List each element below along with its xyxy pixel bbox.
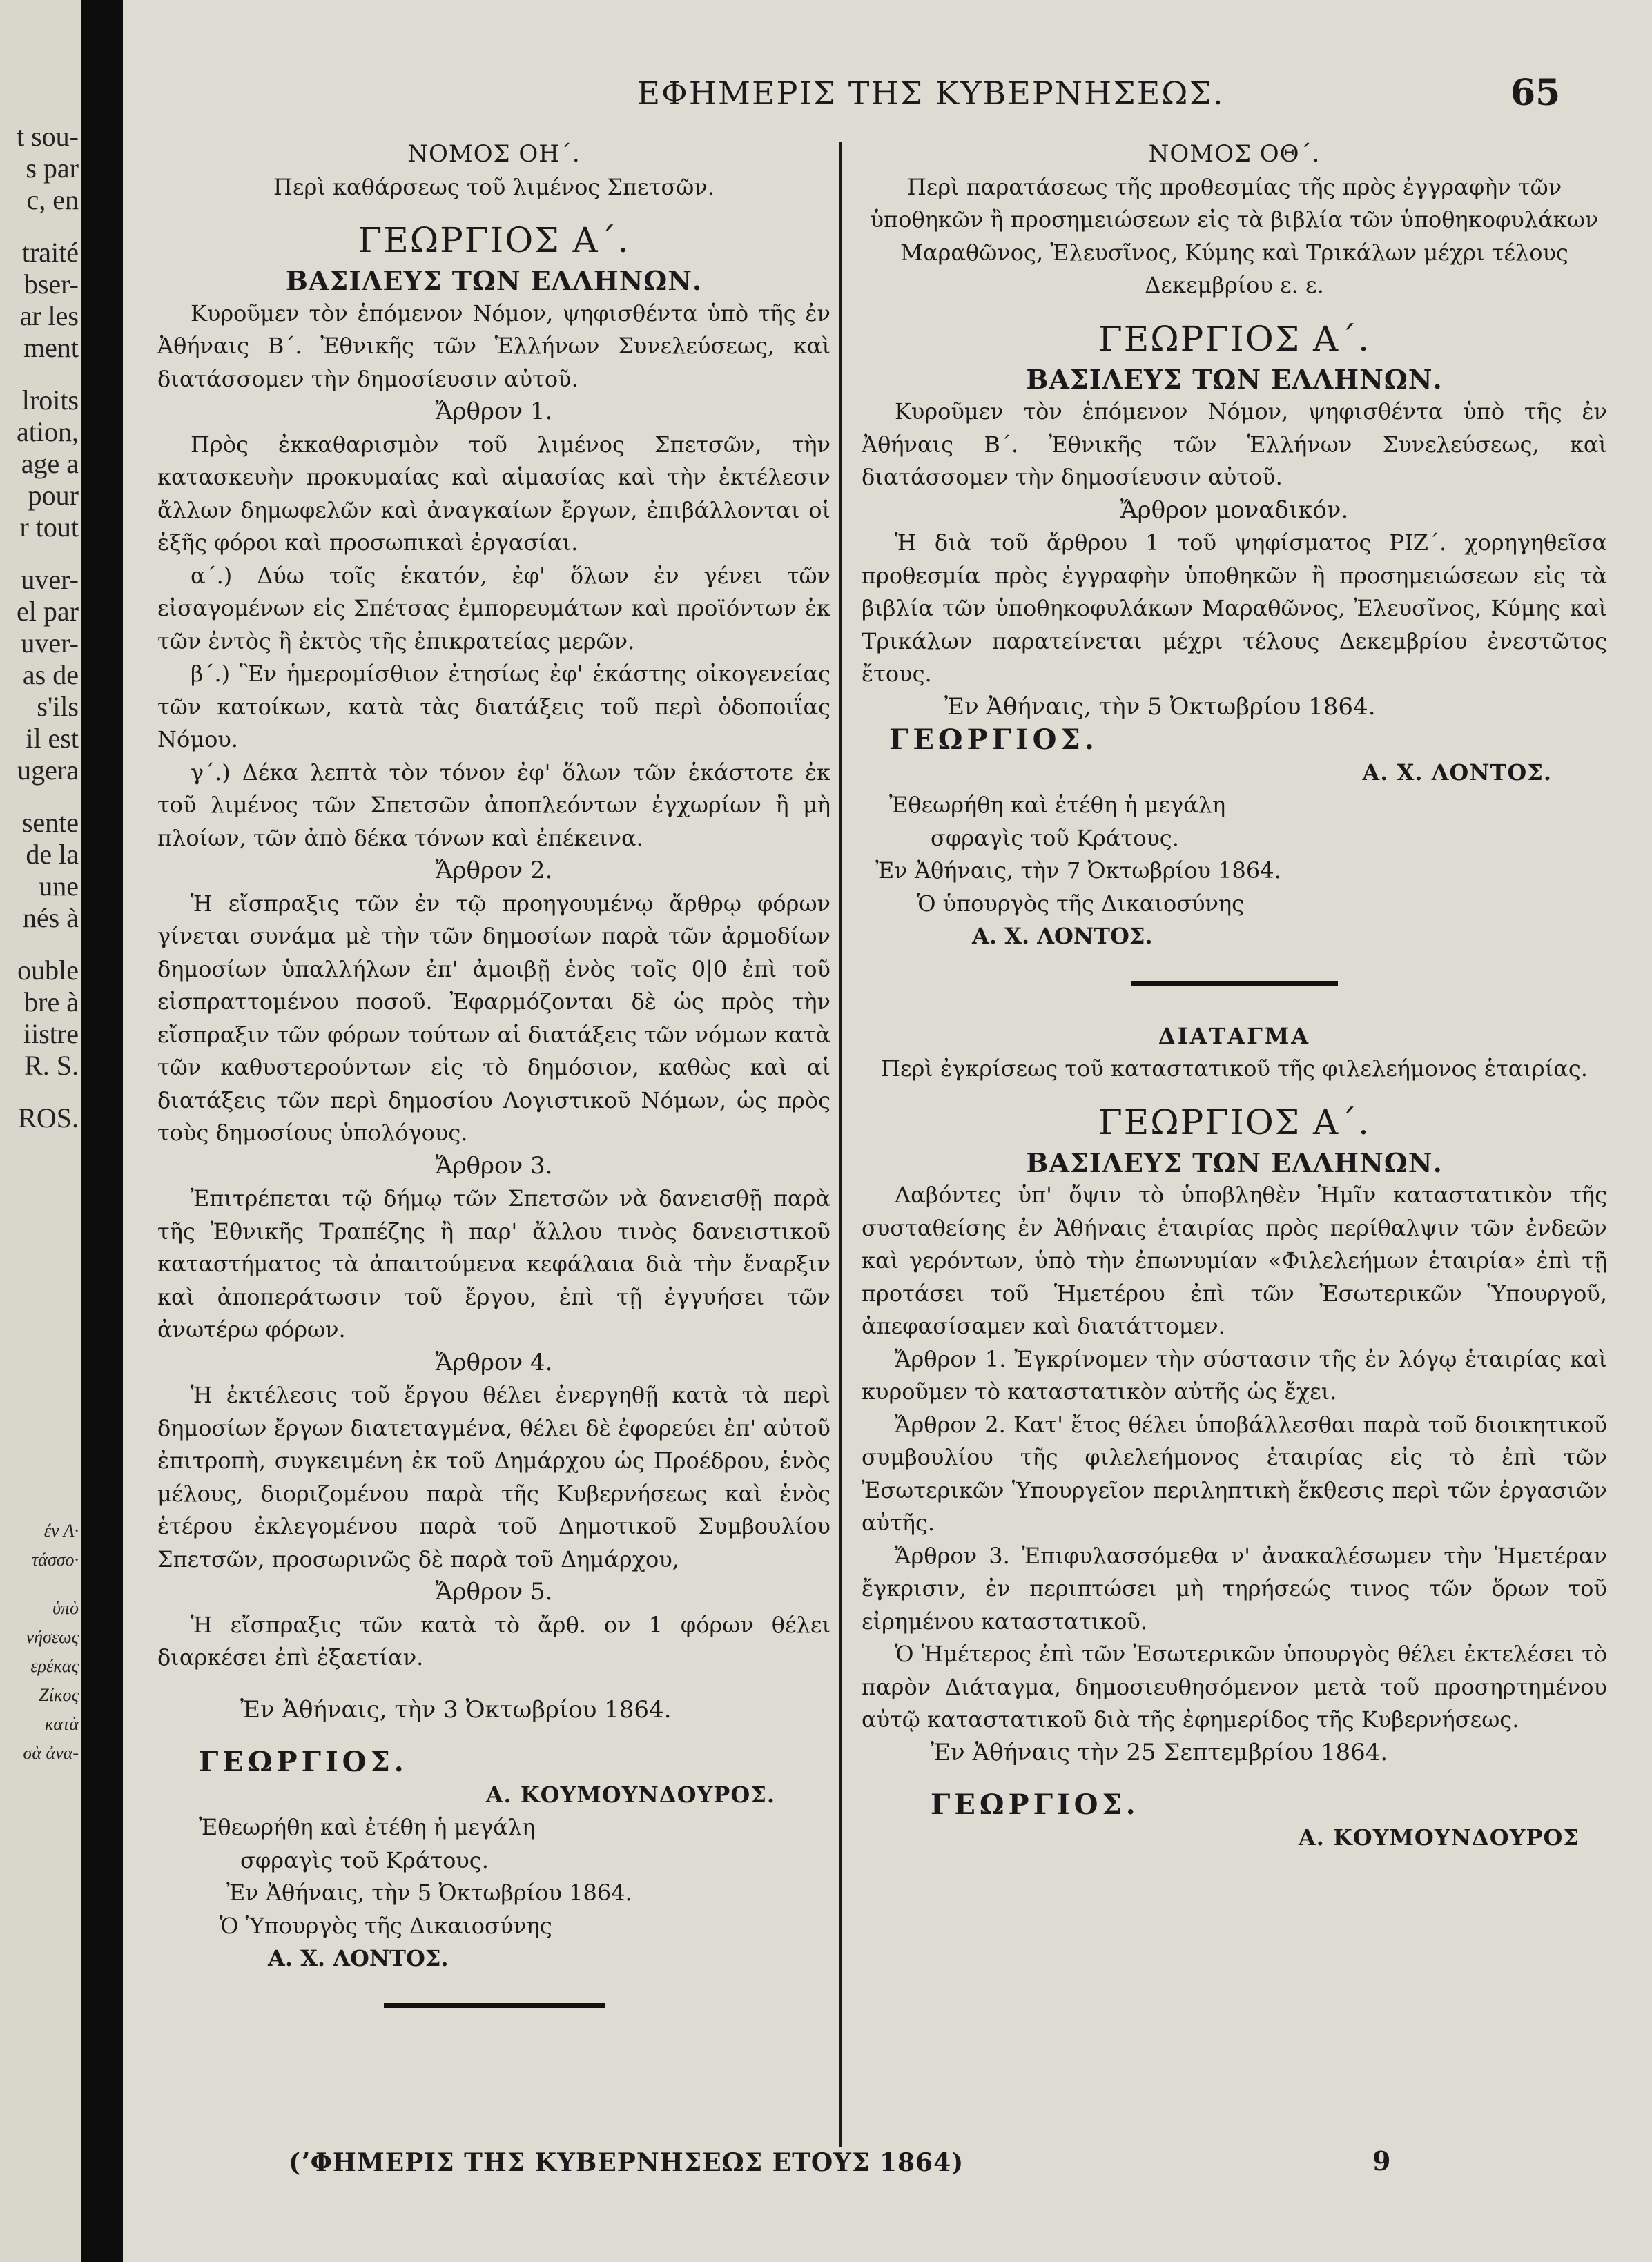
royal-signature: ΓΕΩΡΓΙΟΣ. — [931, 1788, 1140, 1821]
royal-signature: ΓΕΩΡΓΙΟΣ. — [199, 1746, 408, 1778]
seal-note: σφραγὶς τοῦ Κράτους. — [240, 1846, 489, 1873]
margin-fragment: t sou- — [17, 121, 79, 152]
seal-note: Ἐθεωρήθη καὶ ἐτέθη ἡ μεγάλη — [199, 1814, 536, 1840]
minister-signature: Α. Χ. ΛΟΝΤΟΣ. — [1362, 759, 1552, 786]
king-title: ΒΑΣΙΛΕΥΣ ΤΩΝ ΕΛΛΗΝΩΝ. — [285, 265, 703, 296]
issue-footer: (ʼΦΗΜΕΡΙΣ ΤΗΣ ΚΥΒΕΡΝΗΣΕΩΣ ΕΤΟΥΣ 1864) — [289, 2148, 964, 2177]
margin-fragment: bser- — [23, 269, 79, 300]
king-name: ΓΕΩΡΓΙΟΣ Α΄. — [1098, 318, 1370, 359]
article-text: Ἡ εἴσπραξις τῶν κατὰ τὸ ἄρθ. ον 1 φόρων θέλει διαρκέσει ἐπὶ ἐξαετίαν. — [157, 1611, 830, 1670]
section-rule — [384, 2003, 605, 2008]
seal-date: Ἐν Ἀθήναις, τὴν 5 Ὀκτωβρίου 1864. — [226, 1880, 632, 1906]
article-clause: α΄.) Δύω τοῖς ἑκατόν, ἐφ' ὅλων ἐν γένει τῶν εἰσαγομένων εἰς Σπέτσας ἐμπορευμάτων καὶ προϊόντων ἐκ τῶν ἐντὸς ἢ ἐκτὸς τῆς ἐπικρατείας μερῶν. — [157, 562, 830, 654]
margin-fragment: ment — [23, 332, 79, 363]
margin-fragment: iistre — [23, 1018, 79, 1049]
margin-fragment: Ζίκος — [39, 1685, 79, 1705]
margin-fragment: ation, — [17, 416, 79, 447]
decree-date: Ἐν Ἀθήναις τὴν 25 Σεπτεμβρίου 1864. — [931, 1738, 1388, 1766]
law-number: ΝΟΜΟΣ ΟΘ΄. — [1148, 140, 1321, 168]
margin-fragment: nés à — [22, 902, 79, 933]
law-subject: Περὶ παρατάσεως τῆς προθεσμίας τῆς πρὸς ἐγγραφὴν τῶν ὑποθηκῶν ἢ προσημειώσεων εἰς τὰ βιβλία τῶν ὑποθηκοφυλάκων Μαραθῶνος, Ἐλευσῖνος, Κύμης καὶ Τρικάλων μέχρι τέλους Δεκεμβρίου ε. ε. — [870, 173, 1599, 298]
article-text: Πρὸς ἐκκαθαρισμὸν τοῦ λιμένος Σπετσῶν, τὴν κατασκευὴν προκυμαίας καὶ αἱμασίας καὶ τὴν ἐκτέλεσιν ἄλλων δημωφελῶν καὶ ἀναγκαίων ἔργων, ἐπιβάλλονται οἱ ἑξῆς φόροι καὶ προσωπικαὶ ἐργασίαι. — [157, 431, 830, 556]
preamble: Κυροῦμεν τὸν ἑπόμενον Νόμον, ψηφισθέντα ὑπὸ τῆς ἐν Ἀθήναις Β΄. Ἐθνικῆς τῶν Ἑλλήνων Συνελεύσεως, καὶ διατάσσομεν τὴν δημοσίευσιν αὐτοῦ. — [157, 300, 830, 392]
minister-title: Ὁ Ὑπουργὸς τῆς Δικαιοσύνης — [220, 1912, 552, 1939]
decree-article: Ἄρθρον 1. Ἐγκρίνομεν τὴν σύστασιν τῆς ἐν λόγῳ ἑταιρίας καὶ κυροῦμεν τὸ καταστατικὸν αὐτῆς ὡς ἔχει. — [862, 1345, 1607, 1405]
seal-note: σφραγὶς τοῦ Κράτους. — [931, 824, 1179, 851]
margin-fragment: ugera — [17, 754, 79, 786]
margin-fragment: r tout — [19, 511, 79, 543]
margin-fragment: τάσσο· — [31, 1550, 79, 1570]
article-heading: Ἄρθρον 5. — [435, 1578, 553, 1606]
margin-fragment: σὰ ἀνα- — [23, 1743, 79, 1763]
decree-heading: ΔΙΑΤΑΓΜΑ — [1158, 1022, 1311, 1049]
margin-fragment: R. S. — [24, 1050, 79, 1081]
article-heading: Ἄρθρον 1. — [435, 398, 553, 425]
article-text: Ἡ διὰ τοῦ ἄρθρου 1 τοῦ ψηφίσματος ΡΙΖ΄. χορηγηθεῖσα προθεσμία πρὸς ἐγγραφὴν ὑποθηκῶν ἢ προσημειώσεων εἰς τὰ βιβλία τῶν ὑποθηκοφυλάκων Μαραθῶνος, Ἐλευσῖνος, Κύμης καὶ Τρικάλων παρατείνεται μέχρι τέλους Δεκεμβρίου ἐνεστῶτος ἔτους. — [862, 529, 1607, 687]
preamble: Κυροῦμεν τὸν ἑπόμενον Νόμον, ψηφισθέντα ὑπὸ τῆς ἐν Ἀθήναις Β΄. Ἐθνικῆς τῶν Ἑλλήνων Συνελεύσεως, καὶ διατάσσομεν τὴν δημοσίευσιν αὐτοῦ. — [862, 398, 1607, 490]
margin-fragment: s par — [26, 153, 79, 184]
king-title: ΒΑΣΙΛΕΥΣ ΤΩΝ ΕΛΛΗΝΩΝ. — [1026, 1147, 1443, 1178]
running-head: ΕΦΗΜΕΡΙΣ ΤΗΣ ΚΥΒΕΡΝΗΣΕΩΣ. — [636, 75, 1225, 112]
margin-fragment: ὑπὸ — [52, 1598, 79, 1618]
decree-article: Ἄρθρον 2. Κατ' ἔτος θέλει ὑποβάλλεσθαι παρὰ τοῦ διοικητικοῦ συμβουλίου τῆς φιλελεήμονος ἑταιρίας εἰς τὸ ἐπὶ τῶν Ἐσωτερικῶν Ὑπουργεῖον περιληπτικὴ ἔκθεσις περὶ τῶν ἐργασιῶν αὐτῆς. — [862, 1411, 1607, 1536]
margin-fragment: ROS. — [18, 1102, 79, 1133]
minister-name: Α. Χ. ΛΟΝΤΟΣ. — [972, 923, 1153, 949]
margin-fragment: lroits — [21, 384, 79, 416]
article-text: Ἡ ἐκτέλεσις τοῦ ἔργου θέλει ἐνεργηθῇ κατὰ τὰ περὶ δημοσίων ἔργων διατεταγμένα, θέλει δὲ ἐφορεύει ἐπ' αὐτοῦ ἐπιτροπὴ, συγκειμένη ἐκ τοῦ Δημάρχου ὡς Προέδρου, ἑνὸς μέλους, διοριζομένου παρὰ τῆς Κυβερνήσεως καὶ ἑνὸς ἑτέρου ἐκλεγομένου παρὰ τοῦ Δημοτικοῦ Συμβουλίου Σπετσῶν, προσωρινῶς δὲ παρὰ τοῦ Δημάρχου, — [157, 1382, 830, 1572]
margin-fragment: ar les — [19, 300, 79, 331]
law-date: Ἐν Ἀθήναις, τὴν 5 Ὀκτωβρίου 1864. — [944, 692, 1376, 721]
margin-fragment: uver- — [21, 564, 79, 595]
decree-preamble: Λαβόντες ὑπ' ὄψιν τὸ ὑποβληθὲν Ἡμῖν καταστατικὸν τῆς συσταθείσης ἐν Ἀθήναις ἑταιρίας πρὸς περίθαλψιν τῶν ἐνδεῶν καὶ γερόντων, ὑπὸ τὴν ἐπωνυμίαν «Φιλελεήμων ἑταιρία» ἐπὶ τῇ προτάσει τοῦ Ἡμετέρου ἐπὶ τῶν Ἐσωτερικῶν Ὑπουργοῦ, ἀπεφασίσαμεν καὶ διατάττομεν. — [862, 1182, 1607, 1339]
section-rule — [1131, 981, 1338, 986]
article-heading: Ἄρθρον μοναδικόν. — [1120, 496, 1349, 524]
king-name: ΓΕΩΡΓΙΟΣ Α΄. — [358, 220, 630, 260]
seal-date: Ἐν Ἀθήναις, τὴν 7 Ὀκτωβρίου 1864. — [875, 857, 1281, 884]
margin-fragment: s'ils — [37, 691, 79, 722]
minister-signature: Α. ΚΟΥΜΟΥΝΔΟΥΡΟΣ — [1298, 1824, 1580, 1851]
adjacent-page-margin — [0, 0, 81, 2262]
page-number: 65 — [1510, 72, 1561, 114]
margin-fragment: κατὰ — [44, 1714, 79, 1734]
margin-fragment: νήσεως — [26, 1627, 79, 1647]
margin-fragment: ερέκας — [30, 1656, 79, 1676]
margin-fragment: uver- — [21, 627, 79, 659]
column-divider — [839, 142, 842, 2147]
right-column — [862, 138, 1607, 1854]
margin-fragment: traité — [21, 237, 79, 268]
book-gutter — [81, 0, 123, 2262]
margin-fragment: pour — [28, 480, 79, 511]
margin-fragment: sente — [21, 807, 79, 838]
decree-article: Ἄρθρον 3. Ἐπιφυλασσόμεθα ν' ἀνακαλέσωμεν τὴν Ἡμετέραν ἔγκρισιν, ἐν περιπτώσει μὴ τηρήσεώς τινος τῶν ὅρων τοῦ εἰρημένου καταστατικοῦ. — [862, 1542, 1607, 1635]
article-heading: Ἄρθρον 3. — [435, 1151, 553, 1180]
margin-fragment: el par — [17, 596, 79, 627]
sheet-number: 9 — [1372, 2145, 1391, 2176]
minister-signature: Α. ΚΟΥΜΟΥΝΔΟΥΡΟΣ. — [485, 1781, 775, 1808]
left-column — [157, 138, 830, 2023]
decree-subject: Περὶ ἐγκρίσεως τοῦ καταστατικοῦ τῆς φιλελεήμονος ἑταιρίας. — [881, 1055, 1588, 1082]
king-name: ΓΕΩΡΓΙΟΣ Α΄. — [1098, 1102, 1370, 1142]
law-date: Ἐν Ἀθήναις, τὴν 3 Ὀκτωβρίου 1864. — [240, 1695, 672, 1724]
king-title: ΒΑΣΙΛΕΥΣ ΤΩΝ ΕΛΛΗΝΩΝ. — [1026, 363, 1443, 395]
article-clause: γ΄.) Δέκα λεπτὰ τὸν τόνον ἐφ' ὅλων τῶν ἑκάστοτε ἐκ τοῦ λιμένος τῶν Σπετσῶν ἀποπλεόντων ἐγχωρίων ἢ μὴ πλοίων, τῶν ἀπὸ δέκα τόνων καὶ ἐπέκεινα. — [157, 759, 830, 851]
article-heading: Ἄρθρον 2. — [435, 857, 553, 884]
margin-fragment: έν Α· — [43, 1521, 79, 1541]
article-text: Ἐπιτρέπεται τῷ δήμῳ τῶν Σπετσῶν νὰ δανεισθῇ παρὰ τῆς Ἐθνικῆς Τραπέζης ἢ παρ' ἄλλου τινὸς δανειστικοῦ καταστήματος τὰ ἀπαιτούμενα κεφάλαια διὰ τὴν ἔναρξιν καὶ ἀποπεράτωσιν τοῦ ἔργου, ἐπὶ τῇ ἐγγυήσει τῶν ἀνωτέρω φόρων. — [157, 1185, 830, 1343]
law-number: ΝΟΜΟΣ ΟΗ΄. — [407, 140, 581, 168]
minister-title: Ὁ ὑπουργὸς τῆς Δικαιοσύνης — [917, 890, 1245, 917]
article-heading: Ἄρθρον 4. — [435, 1348, 553, 1376]
margin-fragment: il est — [26, 723, 79, 754]
decree-execution: Ὁ Ἡμέτερος ἐπὶ τῶν Ἐσωτερικῶν ὑπουργὸς θέλει ἐκτελέσει τὸ παρὸν Διάταγμα, δημοσιευθησόμενον μετὰ τοῦ προσηρτημένου αὐτῷ καταστατικοῦ διὰ τῆς ἐφημερίδος τῆς Κυβερνήσεως. — [862, 1641, 1607, 1733]
margin-fragment: de la — [26, 839, 79, 870]
margin-fragment: ouble — [17, 955, 79, 986]
article-clause: β΄.) Ἓν ἡμερομίσθιον ἐτησίως ἐφ' ἑκάστης οἰκογενείας τῶν κατοίκων, κατὰ τὰς διατάξεις τοῦ περὶ ὁδοποιΐας Νόμου. — [157, 661, 830, 752]
royal-signature: ΓΕΩΡΓΙΟΣ. — [889, 723, 1098, 756]
law-subject: Περὶ καθάρσεως τοῦ λιμένος Σπετσῶν. — [273, 173, 715, 200]
minister-name: Α. Χ. ΛΟΝΤΟΣ. — [268, 1945, 449, 1971]
article-text: Ἡ εἴσπραξις τῶν ἐν τῷ προηγουμένῳ ἄρθρῳ φόρων γίνεται συνάμα μὲ τὴν τῶν δημοσίων παρὰ τῶν ἁρμοδίων δημοσίων ὑπαλλήλων ἐπ' ἀμοιβῇ ἑνὸς τοῖς 0|0 ἐπὶ τοῦ εἰσπραττομένου ποσοῦ. Ἐφαρμόζονται δὲ ὡς πρὸς τὴν εἴσπραξιν τῶν φόρων τούτων αἱ διατάξεις τῶν νόμων κατὰ τῶν καθυστερούντων εἰς τὸ δημόσιον, καθὼς καὶ αἱ διατάξεις τῶν περὶ δημοσίου Λογιστικοῦ Νόμων, ὡς πρὸς τοὺς δημοσίους ὑπολόγους. — [157, 890, 830, 1146]
margin-fragment: as de — [22, 659, 79, 690]
margin-fragment: age a — [21, 448, 79, 479]
margin-fragment: une — [39, 870, 79, 901]
margin-fragment: c, en — [26, 184, 79, 215]
seal-note: Ἐθεωρήθη καὶ ἐτέθη ἡ μεγάλη — [889, 792, 1226, 818]
margin-fragment: bre à — [24, 986, 79, 1017]
gazette-page — [123, 0, 1652, 2262]
